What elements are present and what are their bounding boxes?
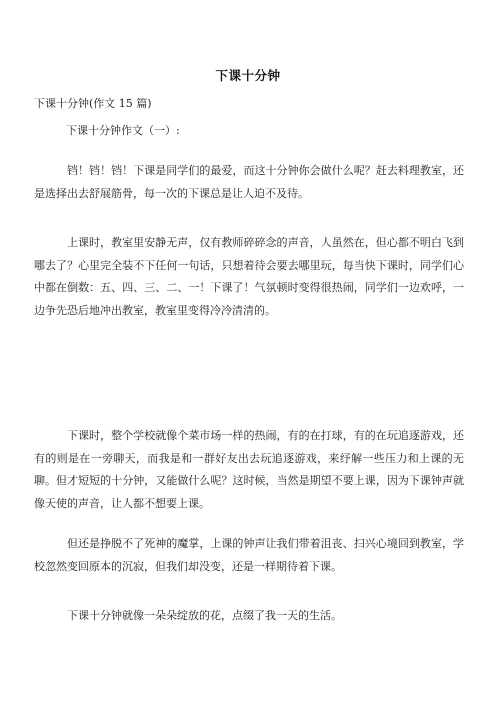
paragraph-4: 但还是挣脱不了死神的魔掌，上课的钟声让我们带着沮丧、扫兴心境回到教室，学校忽然变回原本的沉寂，但我们却没变，还是一样期待着下课。 <box>34 537 464 573</box>
paragraph-5: 下课十分钟就像一朵朵绽放的花，点缀了我一天的生活。 <box>67 609 342 622</box>
page-title: 下课十分钟 <box>215 68 281 83</box>
paragraph-1: 铛！铛！铛！下课是同学们的最爱，而这十分钟你会做什么呢？赶去料理教室，还是选择出去舒展筋骨，每一次的下课总是让人迫不及待。 <box>34 164 464 200</box>
document-subtitle: 下课十分钟(作文 15 篇) <box>34 97 152 110</box>
paragraph-3: 下课时，整个学校就像个菜市场一样的热闹，有的在打球，有的在玩追逐游戏，还有的则是在一旁聊天，而我是和一群好友出去玩追逐游戏，来纾解一些压力和上课的无聊。但才短短的十分钟，又能做什么呢？这时候，当然是期望不要上课，因为下课钟声就像天使的声音，让人都不想要上课。 <box>34 429 464 510</box>
paragraph-2: 上课时，教室里安静无声，仅有教师碎碎念的声音，人虽然在，但心都不明白飞到哪去了？心里完全装不下任何一句话，只想着待会要去哪里玩，每当快下课时，同学们心中都在倒数：五、四、三、二、一！下课了！气氛顿时变得很热闹，同学们一边欢呼，一边争先恐后地冲出教室，教室里变得冷冷清清的。 <box>34 236 464 317</box>
essay-heading: 下课十分钟作文（一）: <box>66 124 180 137</box>
